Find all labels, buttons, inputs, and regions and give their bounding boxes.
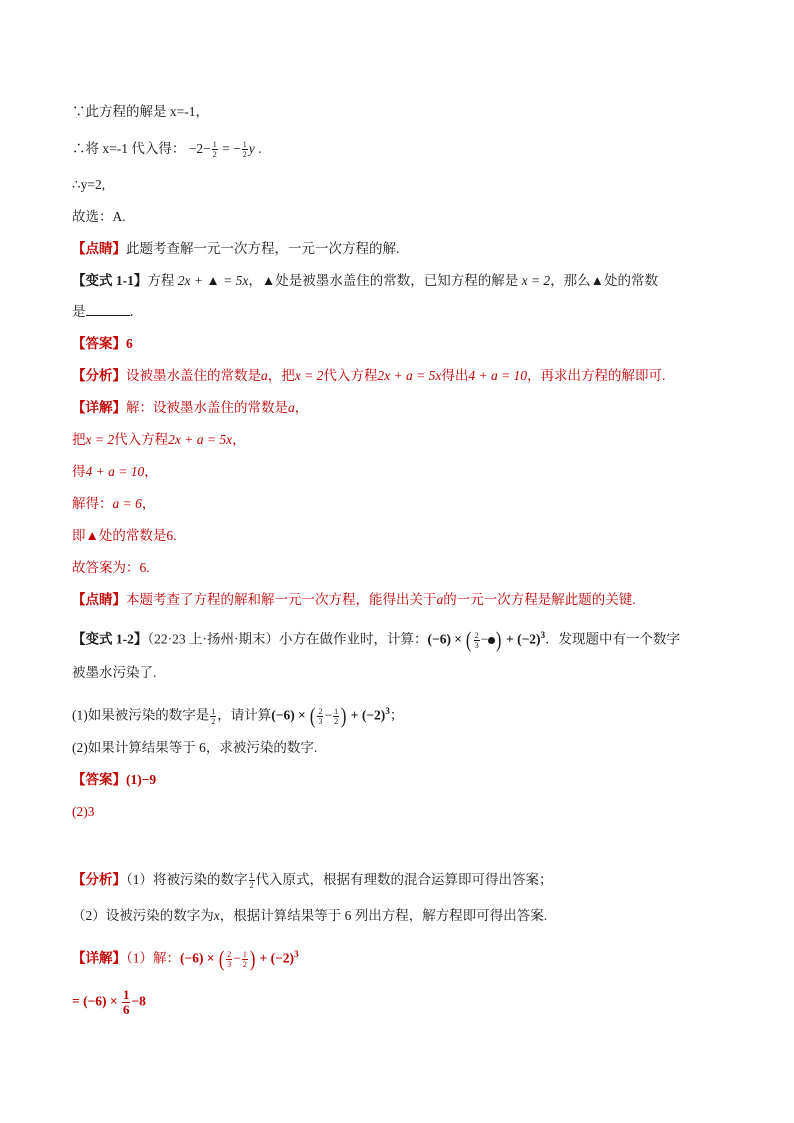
math: 3 [540,630,546,640]
fraction: $\frac{2}{3}$ [227,949,232,969]
math: a [436,592,444,607]
line-9 [72,367,665,385]
fraction: $\frac{1}{2}$ [242,140,247,160]
text: ∵此方程的解是 x=-1， [72,104,209,119]
text: ． [129,304,143,319]
text: ，把 [267,368,295,383]
tag: 【分析】 [72,368,126,383]
line-20 [72,739,317,757]
math: x = 2 [85,432,115,447]
tag: 【答案】 [72,772,126,787]
tag: 【点睛】 [72,592,126,607]
text: ，那么▲处的常数 [550,273,659,288]
answer-blank [86,303,130,316]
ink-dot-icon [488,637,495,644]
paren: ( [466,627,472,653]
line-19 [72,702,403,727]
text: . [258,141,262,156]
math: + (−2) [347,707,386,723]
tag: 【变式 1-2】 [72,631,148,647]
text: (1)如果被污染的数字是 [72,707,210,723]
math: x [213,908,220,923]
math: (−6) × [271,707,310,723]
paren: ) [496,627,502,653]
math: 6 [166,528,174,543]
fraction: $\frac{1}{2}$ [249,871,254,891]
math: 2x + a = 5x [168,432,233,447]
math: − [233,141,241,156]
text: 代入原式，根据有理数的混合运算即可得出答案； [255,872,553,887]
fraction: $\frac{1}{6}$ [122,987,130,1017]
text: ； [389,707,404,723]
text: （1）解： [126,950,180,966]
line-10 [72,399,308,417]
fraction: $\frac{1}{2}$ [212,140,217,160]
tag: 【答案】 [72,336,126,351]
tag: 【详解】 [72,950,126,966]
line-23 [72,871,553,890]
math: 3 [294,949,299,959]
text: 代入方程 [323,368,378,383]
math: (−6) × [180,950,218,966]
text: (1)−9 [126,772,157,787]
text: 方程 [147,273,175,288]
text: （2）设被污染的数字为 [72,908,214,923]
fraction: $\frac{1}{2}$ [334,706,339,726]
math: y [248,141,255,156]
line-5 [72,240,399,258]
line-11 [72,431,246,449]
math: 4 + a = 10 [468,368,528,383]
text: ．发现题中有一个数字 [545,631,681,647]
line-13 [72,495,155,513]
text: ∴y=2, [72,177,106,192]
line-1 [72,103,209,121]
fraction: $\frac{1}{2}$ [211,706,216,726]
text: 6 [126,336,133,351]
text: ，再求出方程的解即可. [527,368,666,383]
line-4 [72,208,126,226]
line-2 [72,140,261,159]
fraction: $\frac{2}{3}$ [318,706,323,726]
line-6 [72,272,658,290]
math: 2x + a = 5x [377,368,442,383]
text: 解：设被墨水盖住的常数是 [126,400,288,415]
text: 此题考查解一元一次方程，一元一次方程的解. [126,241,400,256]
math: − [233,950,241,966]
math: a = 6 [112,496,142,511]
line-8 [72,335,133,353]
text: 是 [72,304,86,319]
text: ， [294,400,309,415]
text: (2)3 [72,804,95,819]
paren: ) [341,703,347,729]
text: ，请计算 [217,707,272,723]
math: = (−6) × [72,993,121,1009]
math: − [480,631,489,647]
text: 故答案为：6. [72,560,150,575]
line-26 [72,988,146,1017]
math: −2− [188,141,211,156]
text: 的一元一次方程是解此题的关键. [443,592,636,607]
text: ， [144,464,158,479]
math: x = 2 [294,368,324,383]
text: 得出 [441,368,469,383]
fraction: $\frac{2}{3}$ [474,630,479,650]
line-18 [72,664,156,682]
text: 本题考查了方程的解和解一元一次方程，能得出关于 [126,592,437,607]
text: 得 [72,464,86,479]
paren: ( [218,946,225,972]
line-16 [72,591,636,609]
math: a [261,368,268,383]
text: ， [141,496,156,511]
triangle-icon: ▲ [85,528,99,543]
line-7 [72,303,143,321]
math: 2x + ▲ = 5x [177,273,249,288]
text: 即 [72,528,86,543]
line-12 [72,463,158,481]
fraction: $\frac{1}{2}$ [242,949,247,969]
math: 3 [385,706,390,716]
text: 解得： [72,496,113,511]
math: (−6) × [427,631,466,647]
math: = [222,141,230,156]
tag: 【详解】 [72,400,126,415]
text: ∴将 x=-1 代入得： [72,141,186,156]
line-15 [72,559,150,577]
text: 处的常数是 [98,528,167,543]
line-24 [72,907,547,925]
text: 设被墨水盖住的常数是 [126,368,261,383]
math: + (−2) [502,631,541,647]
math: − [324,707,333,723]
text: 被墨水污染了. [72,665,157,680]
math: 4 + a = 10 [85,464,145,479]
text: (2)如果计算结果等于 6，求被污染的数字. [72,740,318,755]
text: ， [232,432,246,447]
paren: ( [310,703,316,729]
tag: 【分析】 [72,872,126,887]
text: ，根据计算结果等于 6 列出方程，解方程即可得出答案. [219,908,548,923]
text: . [173,528,177,543]
text: （22·23 上·扬州·期末）小方在做作业时，计算： [147,631,428,647]
line-21 [72,771,156,789]
line-25 [72,945,299,970]
line-14 [72,527,177,545]
math: + (−2) [256,950,295,966]
line-3 [72,176,105,194]
line-22 [72,803,95,821]
text: ，▲处是被墨水盖住的常数，已知方程的解是 [248,273,519,288]
text: 把 [72,432,86,447]
line-17 [72,626,680,651]
text: （1）将被污染的数字 [126,872,248,887]
text: 故选：A. [72,209,126,224]
tag: 【点睛】 [72,241,126,256]
math: a [288,400,295,415]
tag: 【变式 1-1】 [72,273,148,288]
paren: ) [249,946,256,972]
math: −8 [131,993,146,1009]
math: x = 2 [521,273,551,288]
text: 代入方程 [114,432,169,447]
